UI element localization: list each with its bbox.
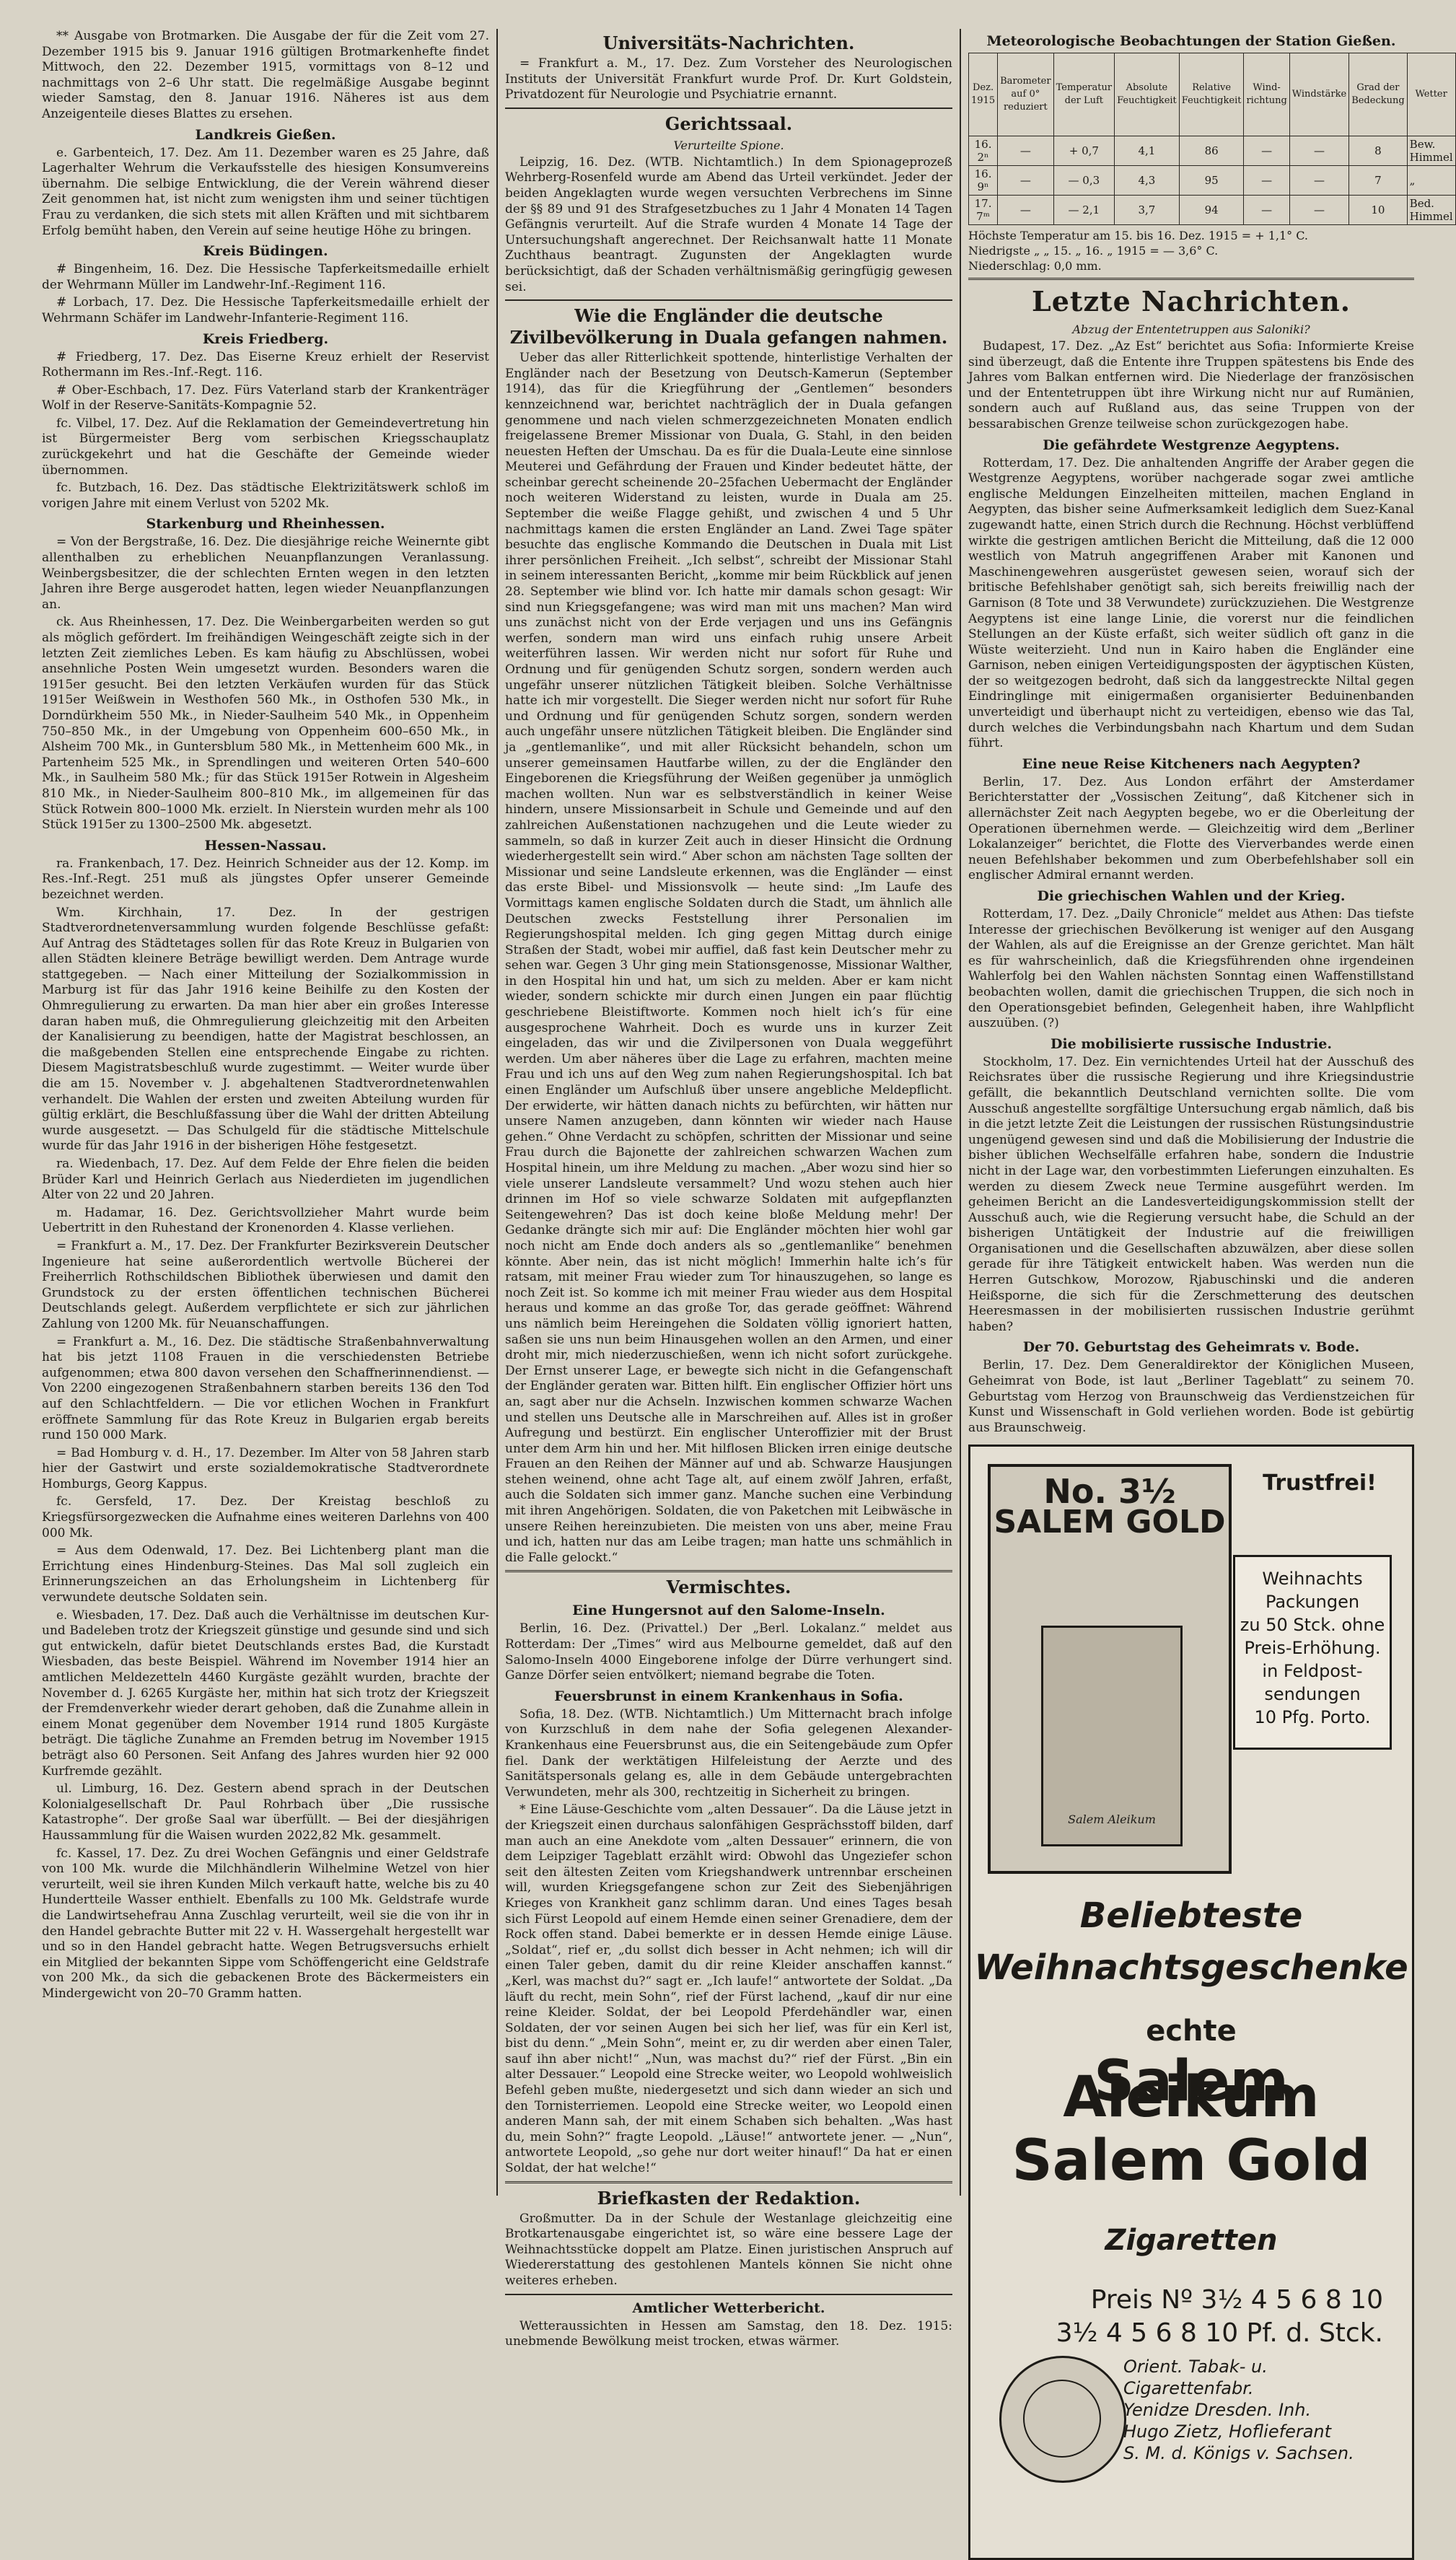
article-paragraph: Ueber das aller Ritterlichkeit spottende, hinterlistige Verhalten der Engländer nach der Besetzung von Deutsch-Kamerun (September 1914), das für die Kriegführung der „Gentlemen“ besonders kennzeichnend war, berichtet nachträglich der in Duala gefangen genommene und nach vielen schmerzgezeichneten Monaten endlich freigelassene Bremer Missionar von Duala, G. Stahl, in den beiden neuesten Heften der Umschau. Da es für die Duala-Leute eine sinnlose Meuterei und Gefährdung der Frauen und Kinder bedeutet hätte, der scheinbar gerecht scheinende 20–25fachen Uebermacht der Engländer noch weiteren Widerstand zu leisten, wurde in Duala am 25. September die weiße Flagge gehißt, und zwischen 4 und 5 Uhr nachmittags kamen die ersten Engländer an Land. Zwei Tage später besuchte das englische Kommando die Deutschen in Duala mit List ihrer persönlichen Freiheit. „Ich selbst“, schreibt der Missionar Stahl in seinem interessanten Bericht, „komme mir beim Rückblick auf jenen 28. September wie blind vor. Ich hatte mir damals schon gesagt: Wir sind nun Kriegsgefangene; was wird man mit uns machen? Man wird uns zunächst nicht von der Erde verjagen und uns ins Gefängnis werfen, sondern man wird uns einfach ruhig unsere Arbeit weiterführen lassen. Wir werden nicht nur sofort für Ruhe und Ordnung und für genügenden Schutz sorgen, sondern werden auch ungefähr unserer nützlichen Tätigkeit bleiben. Solche Verhältnisse hatte ich mir vorgestellt. Die Sieger werden nicht nur sofort für Ruhe und Ordnung und für genügenden Schutz sorgen, sondern werden auch ungefähr unsere nützlichen Tätigkeit bleiben. Die Engländer sind ja „gentlemanlike“, und mit aller Rücksicht behandeln, schon um unserer gemeinsamen Hautfarbe willen, zu der die Engländer den Eingeborenen die Kriegsführung der Weißen gegenüber ja unmöglich machen wollten. Nun war es selbstverständlich in keiner Weise hindern, unsere Missionsarbeit in Schule und Gemeinde und auf den zahlreichen Außenstationen nachzugehen und die Leute wieder zu sammeln, so daß in kurzer Zeit auch in dieser Hinsicht die Ordnung wiederhergestellt sein wird.“ Aber schon am nächsten Tage sollten der Missionar und seine Landsleute erkennen, was die Engländer — einst das erste Bibel- und Missionsvolk — heute sind: „Im Laufe des Vormittags kamen englische Soldaten durch die Stadt, um ähnlich alle Deutschen zwecks Feststellung ihrer Personalien im Regierungshospital melden. Ich ging gegen Mittag durch einige Straßen der Stadt, wobei mir auffiel, daß fast kein Deutscher mehr zu sehen war. Gegen 3 Uhr ging mein Stationsgenosse, Missionar Walther, in den Hospital hin und hat, um sich zu melden. Aber er kam nicht wieder, sondern schickte mir durch einen Jungen ein paar flüchtig geschriebene Bleistiftworte. Kommen noch hielt ich’s für eine ausgesprochene Wahrheit. Doch es wurde uns in kurzer Zeit eingeladen, das wir und die Zivilpersonen von Duala weggeführt werden. Um aber näheres über die Lage zu erfahren, machten meine Frau und ich uns auf den Weg zum nahen Regierungshospital. Ich bat einen Engländer um Aufschluß über unsere angebliche Meldepflicht. Der erwiderte, wir hätten danach nichts zu befürchten, wir hätten nur unsere Namen anzugeben, dann könnten wir wieder nach Hause gehen.“ Ohne Verdacht zu schöpfen, schritten der Missionar und seine Frau durch die Bajonette der zahlreichen schwarzen Wachen zum Hospital hinein, um ihre Meldung zu machen. „Aber wozu sind hier so viele unserer Landsleute versammelt? Und wozu stehen auch hier drinnen im Hof so viele schwarze Soldaten mit aufgepflanzten Seitengewehren? Das ist doch keine bloße Meldung mehr! Der Gedanke drängte sich mir auf: Die Engländer möchten hier wohl gar noch nicht am Ende doch anders als so „gentlemanlike“ benehmen könnte. Aber nein, das ist nicht möglich! Immerhin halte ich’s für ratsam, mit meiner Frau wieder zum Tor hinauszugehen, so lange es noch Zeit ist. So komme ich mit meiner Frau wieder aus dem Hospital heraus und komme an das große Tor, das gerade geöffnet: Während uns nämlich beim Hereingehen die Soldaten völlig ignoriert hatten, saßen sie uns nun beim Hinausgehen wollen an den Armen, und einer droht mir, mich niederzuschießen, wenn ich nicht sofort zurückgehe. Der Ernst unserer Lage, er bewegte sich nicht in die Gefangenschaft der Engländer geraten war. Bitten hilft. Ein englischer Offizier hört uns an, sagt aber nur die Achseln. Inzwischen kommen schwarze Wachen und stellen uns Deutsche alle in Marschreihen auf. Alles ist in großer Aufregung und bestürzt. Ein englischer Unteroffizier mit der Brust unter dem Arm hin und her. Mit hilflosen Blicken irren einige deutsche Frauen an den Reihen der Männer auf und ab. Schwarze Hausjungen stehen weinend, ohne acht Tage alt, auf einem zwölf Jahren, erfaßt, auch die Soldaten sich immer ganz. Manche suchen eine Verbindung mit ihren Angehörigen. Soldaten, die von Paketchen mit Leibwäsche in unsere Reihen hereinzubieten. Die meisten von uns aber, meine Frau und ich, hatten nur das am Leibe tragen; man hatte uns schmählich in die Falle gelockt.“ <box>505 351 952 1565</box>
weather-cell: 16. 9ⁿ <box>969 166 998 196</box>
weather-column-header: Dez. 1915 <box>969 53 998 136</box>
section-heading: Die gefährdete Westgrenze Aegyptens. <box>1043 437 1340 453</box>
weather-column-header: Absolute Feuchtigkeit <box>1115 53 1180 136</box>
trustfrei-label: Trustfrei! <box>1263 1470 1377 1496</box>
weather-column-header: Barometer auf 0° reduziert <box>998 53 1054 136</box>
weather-cell: 17. 7ᵐ <box>969 196 998 225</box>
article-paragraph: Wm. Kirchhain, 17. Dez. In der gestrigen Stadtverordnetenversammlung wurden folgende Beschlüsse gefaßt: Auf Antrag des Städtetages sollen für das Rote Kreuz in Bulgarien von allen Städten kleinere Beträge bewilligt werden. Dem Antrage wurde stattgegeben. — Nach einer Mitteilung der Sozialkommission in Marburg ist für das Jahr 1916 keine Beihilfe zu den Kosten der Ohmregulierung zu erwarten. Da man hier aber ein großes Interesse daran haben muß, die Ohmregulierung gleichzeitig mit den Arbeiten der Kanalisierung zu beendigen, hatte der Magistrat beschlossen, an die maßgebenden Stellen eine entsprechende Eingabe zu richten. Diesem Magistratsbeschluß wurde zugestimmt. — Weiter wurde über die am 15. November v. J. abgehaltenen Stadtverordnetenwahlen verhandelt. Die Wahlen der ersten und zweiten Abteilung wurden für gültig erklärt, die Beschlußfassung über die Wahl der dritten Abteilung wurde ausgesetzt. — Das Schulgeld für die städtische Mittelschule wurde für das Jahr 1916 in der bisherigen Höhe festgesetzt. <box>42 905 489 1154</box>
box-line: Weihnachts <box>1262 1569 1363 1590</box>
section-heading: Kreis Büdingen. <box>203 243 328 260</box>
table-row <box>969 166 1456 196</box>
weather-cell: — <box>998 166 1054 196</box>
table-row <box>969 196 1456 225</box>
article-paragraph: ul. Limburg, 16. Dez. Gestern abend sprach in der Deutschen Kolonialgesellschaft Dr. Paul Rohrbach über „Die russische Katastrophe“. Der große Saal war überfüllt. — Bei der diesjährigen Haussammlung für die Waisen wurden 2022,82 Mk. gesammelt. <box>42 1781 489 1843</box>
cigarette-pack <box>988 1464 1232 1874</box>
article-paragraph: Berlin, 17. Dez. Aus London erfährt der Amsterdamer Berichterstatter der „Vossischen Zeitung“, daß Kitchener sich in allernächster Zeit nach Aegypten begebe, wo er die Oberleitung der Operationen übernehmen werde. — Gleichzeitig wird dem „Berliner Lokalanzeiger“ berichtet, die Flotte des Vierverbandes werde einen neuen Befehlshaber bekommen und zum Oberbefehlshaber soll ein englischer Admiral ernannt werden. <box>968 774 1414 883</box>
ad-headline-2: Weihnachtsgeschenke <box>974 1947 1408 1989</box>
section-heading: Wie die Engländer die deutsche Zivilbevölkerung in Duala gefangen nahmen. <box>509 305 948 349</box>
weather-table <box>968 53 1456 225</box>
column-latest-news <box>968 29 1453 2464</box>
pack-number: No. 3½ <box>1043 1472 1176 1512</box>
weather-cell: 7 <box>1349 166 1407 196</box>
box-line: Packungen <box>1265 1592 1360 1613</box>
ad-zigaretten: Zigaretten <box>1105 2224 1278 2258</box>
weather-cell: — <box>1244 136 1289 166</box>
weather-cell: + 0,7 <box>1053 136 1114 166</box>
weather-notes <box>968 228 1414 273</box>
weather-column-header: Wetter <box>1407 53 1455 136</box>
article-paragraph: fc. Gersfeld, 17. Dez. Der Kreistag beschloß zu Kriegsfürsorgezwecken die Aufnahme eines weiteren Darlehns von 400 000 Mk. <box>42 1494 489 1540</box>
box-line: sendungen <box>1264 1684 1361 1705</box>
latest-news-articles <box>968 284 1414 1436</box>
weather-cell: — <box>1289 136 1348 166</box>
weather-cell: Bew. Himmel <box>1407 136 1455 166</box>
weather-cell: — <box>998 196 1054 225</box>
weather-cell: 16. 2ⁿ <box>969 136 998 166</box>
article-paragraph: ck. Aus Rheinhessen, 17. Dez. Die Weinbergarbeiten werden so gut als möglich gefördert. Im freihändigen Weingeschäft zeigte sich in der letzten Zeit ziemliches Leben. Es kam häufig zu Abschlüssen, wobei ansehnliche Posten Wein umgesetzt wurden. Besonders waren die 1915er gesucht. Bei den letzten Verkäufen wurden für das Stück 1915er Weißwein in Westhofen 560 Mk., in Osthofen 530 Mk., in Dorndürkheim 550 Mk., in Nieder-Saulheim 540 Mk., in Oppenheim 750–850 Mk., in der Umgebung von Oppenheim 600–650 Mk., in Alsheim 700 Mk., in Guntersblum 580 Mk., in Mettenheim 600 Mk., in Partenheim 525 Mk., in Sprendlingen und weiteren Orten 540–600 Mk., in Saulheim 580 Mk.; für das Stück 1915er Rotwein in Algesheim 810 Mk., in Nieder-Saulheim 800–810 Mk., im allgemeinen für das Stück Rotwein 800–1000 Mk. erzielt. In Nierstein wurden mehr als 100 Stück 1915er zu 1300–2500 Mk. abgesetzt. <box>42 615 489 833</box>
weather-note-max: Höchste Temperatur am 15. bis 16. Dez. 1915 = + 1,1° C. <box>968 229 1308 242</box>
section-heading: Landkreis Gießen. <box>195 126 336 143</box>
article-paragraph: = Frankfurt a. M., 17. Dez. Der Frankfurter Bezirksverein Deutscher Ingenieure hat seine außerordentlich wertvolle Bücherei der Freiherrlich Rothschildschen Bibliothek überwiesen und damit den Grundstock zu der ersten öffentlichen technischen Bücherei Deutschlands gelegt. Außerdem verpflichtete er sich zur jährlichen Zahlung von 1200 Mk. für Neuanschaffungen. <box>42 1238 489 1331</box>
weather-cell: — 0,3 <box>1053 166 1114 196</box>
weather-cell: 4,1 <box>1115 136 1180 166</box>
article-paragraph: # Lorbach, 17. Dez. Die Hessische Tapferkeitsmedaille erhielt der Wehrmann Schäfer im Landwehr-Infanterie-Regiment 116. <box>42 295 489 325</box>
article-paragraph: = Bad Homburg v. d. H., 17. Dezember. Im Alter von 58 Jahren starb hier der Gastwirt und erste sozialdemokratische Stadtverordnete Homburgs, Georg Kappus. <box>42 1445 489 1491</box>
article-paragraph: fc. Butzbach, 16. Dez. Das städtische Elektrizitätswerk schloß im vorigen Jahre mit einem Verlust von 5202 Mk. <box>42 481 489 511</box>
article-paragraph: Budapest, 17. Dez. „Az Est“ berichtet aus Sofia: Informierte Kreise sind überzeugt, daß die Entente ihre Truppen spätestens bis Ende des Jahres vom Balkan entfernen wird. Die Niederlage der französischen und der Ententetruppen übt ihre Wirkung nicht nur auf Rumänien, sondern auch auf Rußland aus, das seine Truppen von der bessarabischen Grenze teilweise schon zurückgezogen habe. <box>968 339 1414 431</box>
weather-column-header: Windstärke <box>1289 53 1348 136</box>
weather-cell: 8 <box>1349 136 1407 166</box>
weather-cell: — <box>1289 166 1348 196</box>
box-line: 10 Pfg. Porto. <box>1254 1707 1371 1728</box>
section-heading: Amtlicher Wetterbericht. <box>632 2300 825 2316</box>
weather-cell: 94 <box>1179 196 1244 225</box>
ad-headline-1: Beliebteste <box>1079 1895 1303 1937</box>
price-line: Preis Nº 3½ 4 5 6 8 10 <box>1090 2285 1383 2315</box>
article-paragraph: ra. Wiedenbach, 17. Dez. Auf dem Felde der Ehre fielen die beiden Brüder Karl und Heinrich Gerlach aus Niederdieten im jugendlichen Alter von 22 und 20 Jahren. <box>42 1157 489 1203</box>
section-heading: Kreis Friedberg. <box>202 330 329 347</box>
section-heading: Die griechischen Wahlen und der Krieg. <box>1037 888 1346 904</box>
weather-column-header: Relative Feuchtigkeit <box>1179 53 1244 136</box>
weather-table-body <box>969 136 1456 225</box>
christmas-pack-box <box>1233 1555 1392 1750</box>
article-paragraph: Berlin, 17. Dez. Dem Generaldirektor der Königlichen Museen, Geheimrat von Bode, ist laut „Berliner Tageblatt“ zu seinem 70. Geburtstag vom Herzog von Braunschweig das Verdienstzeichen für Kunst und Wissenschaft in Gold verliehen worden. Bode ist gebürtig aus Braunschweig. <box>968 1358 1414 1435</box>
article-paragraph: Sofia, 18. Dez. (WTB. Nichtamtlich.) Um Mitternacht brach infolge von Kurzschluß in dem nahe der Sofia gelegenen Alexander-Krankenhaus eine Feuersbrunst aus, die ein Seitengebäude zum Opfer fiel. Dank der werktätigen Hilfeleistung der Aerzte und des Sanitätspersonals gelang es, alle in dem Gebäude untergebrachten Verwundeten, mehr als 300, rechtzeitig in Sicherheit zu bringen. <box>505 1706 952 1800</box>
table-row <box>969 136 1456 166</box>
section-heading: Abzug der Ententetruppen aus Saloniki? <box>1072 323 1310 336</box>
weather-cell: 86 <box>1179 136 1244 166</box>
section-heading: Feuersbrunst in einem Krankenhaus in Sofia. <box>554 1688 903 1704</box>
weather-cell: Bed. Himmel <box>1407 196 1455 225</box>
divider <box>505 2181 952 2183</box>
article-paragraph: = Von der Bergstraße, 16. Dez. Die diesjährige reiche Weinernte gibt allenthalben zu erheblichen Neuanpflanzungen Veranlassung. Weinbergsbesitzer, die der schlechten Ernten wegen in den letzten Jahren ihre Berge ausgerodet hatten, legen wieder Neuanpflanzungen an. <box>42 535 489 612</box>
article-paragraph: Leipzig, 16. Dez. (WTB. Nichtamtlich.) In dem Spionageprozeß Wehrberg-Rosenfeld wurde am Abend das Urteil verkündet. Jeder der beiden Angeklagten wurde wegen versuchten Verbrechens im Sinne der §§ 89 und 91 des Strafgesetzbuches zu 1 Jahr 4 Monaten 14 Tagen Gefängnis verurteilt. Auf die Strafe wurden 4 Monate 14 Tage der Untersuchungshaft angerechnet. Der Reichsanwalt hatte 11 Monate Zuchthaus beantragt. Zugunsten der Angeklagten wurde berücksichtigt, daß der Schaden verhältnismäßig geringfügig gewesen sei. <box>505 154 952 294</box>
pack-brand: SALEM GOLD <box>994 1504 1226 1540</box>
weather-cell: 95 <box>1179 166 1244 196</box>
section-heading: Briefkasten der Redaktion. <box>597 2187 861 2209</box>
pack-logo-image <box>1041 1626 1183 1846</box>
section-heading: Die mobilisierte russische Industrie. <box>1050 1035 1333 1052</box>
column-rule <box>496 29 498 2196</box>
weather-cell: 3,7 <box>1115 196 1180 225</box>
article-paragraph: Berlin, 16. Dez. (Privattel.) Der „Berl. Lokalanz.“ meldet aus Rotterdam: Der „Times“ wird aus Melbourne gemeldet, daß auf den Salomo-Inseln 4000 Eingeborene infolge der Dürre verhungert sind. Ganze Dörfer seien entvölkert; niemand begrabe die Toten. <box>505 1621 952 1683</box>
section-heading: Verurteilte Spione. <box>673 138 784 152</box>
weather-cell: — 2,1 <box>1053 196 1114 225</box>
section-heading: Vermischtes. <box>666 1577 791 1598</box>
maker-line: S. M. d. Königs v. Sachsen. <box>1123 2443 1354 2464</box>
weather-note-precip: Niederschlag: 0,0 mm. <box>968 259 1102 273</box>
ad-manufacturer <box>1123 2356 1383 2464</box>
article-paragraph: ** Ausgabe von Brotmarken. Die Ausgabe der für die Zeit vom 27. Dezember 1915 bis 9. Januar 1916 gültigen Brotmarkenhefte findet Mittwoch, den 22. Dezember 1915, vormittags von 8–12 und nachmittags von 2–6 Uhr statt. Die regelmäßige Ausgabe beginnt wieder Samstag, den 8. Januar 1916. Näheres ist aus dem Anzeigenteile dieses Blattes zu ersehen. <box>42 29 489 121</box>
column-reports <box>505 29 952 2349</box>
weather-cell: 10 <box>1349 196 1407 225</box>
divider <box>505 108 952 109</box>
royal-seal-emblem <box>999 2356 1126 2483</box>
column-rule <box>960 29 961 2196</box>
weather-cell: — <box>1289 196 1348 225</box>
article-paragraph: # Bingenheim, 16. Dez. Die Hessische Tapferkeitsmedaille erhielt der Wehrmann Müller im Landwehr-Inf.-Regiment 116. <box>42 262 489 292</box>
article-paragraph: ra. Frankenbach, 17. Dez. Heinrich Schneider aus der 12. Komp. im Res.-Inf.-Regt. 251 muß als jüngstes Opfer unserer Gemeinde bezeichnet werden. <box>42 856 489 902</box>
maker-line: Hugo Zietz, Hoflieferant <box>1123 2421 1332 2442</box>
section-heading: Starkenburg und Rheinhessen. <box>146 516 385 532</box>
box-line: Preis-Erhöhung. <box>1244 1638 1381 1659</box>
article-paragraph: Stockholm, 17. Dez. Ein vernichtendes Urteil hat der Ausschuß des Reichsrates über die russische Regierung und ihre Kriegsindustrie gefällt, die bekanntlich Deutschland vernichten sollte. Die vom Ausschuß angestellte sorgfältige Untersuchung ergab nämlich, daß bis in die jetzt letzte Zeit die Leistungen der russischen Rüstungsindustrie ungenügend gewesen sind und daß die Mobilisierung der Industrie die bisher üblichen Wechselfälle erfahren habe, sondern die Industrie nicht in der Lage war, den vorbestimmten Lieferungen einzuhalten. Es werden zu diesem Zweck neue Termine ausgeführt werden. Im geheimen Bericht an die Landesverteidigungskommission stellt der Ausschuß auch, wie die Regierung versucht habe, die Schuld an der bisherigen Untätigkeit der Industrie auf die freiwilligen Organisationen und die Gesellschaften abzuwälzen, aber diese sollen gerade für ihre Tätigkeit entwickelt haben. Was werden nun die Herren Gutschkow, Morozow, Rjabuschinski und die anderen Heißsporne, die sich für die Zerschmetterung des deutschen Heeresmassen in der mobilisierten russischen Industrie gerühmt haben? <box>968 1054 1414 1334</box>
article-paragraph: = Aus dem Odenwald, 17. Dez. Bei Lichtenberg plant man die Errichtung eines Hindenburg-Steines. Das Mal soll zugleich ein Erinnerungszeichen an das Erholungsheim in Lichtenberg für verwundete deutsche Soldaten sein. <box>42 1543 489 1605</box>
article-paragraph: # Friedberg, 17. Dez. Das Eiserne Kreuz erhielt der Reservist Rothermann im Res.-Inf.-Regt. 116. <box>42 349 489 380</box>
column-regional-news <box>42 29 489 2196</box>
article-paragraph: Großmutter. Da in der Schule der Westanlage gleichzeitig eine Brotkartenausgabe eingerichtet ist, so wäre eine bessere Lage der Weihnachtsstücke doppelt am Platze. Einen juristischen Anspruch auf Wiedererstattung des gestohlenen Mantels können Sie nicht ohne weiteres erheben. <box>505 2211 952 2288</box>
section-heading: Hessen-Nassau. <box>204 837 327 854</box>
salem-advertisement <box>968 1445 1414 2560</box>
article-paragraph: * Eine Läuse-Geschichte vom „alten Dessauer“. Da die Läuse jetzt in der Kriegszeit einen durchaus salonfähigen Gesprächsstoff bilden, darf man auch an eine Anekdote vom „alten Dessauer“ erinnern, die von dem Leipziger Tageblatt erzählt wird: Obwohl das Ungeziefer schon seit den ältesten Zeiten vom Kriegshandwerk untrennbar erscheinen will, wurden Kriegsgefangene schon zur Zeit des Siebenjährigen Krieges von Krankheit ganz schlimm daran. Und eines Tages besah sich Fürst Leopold auf einem Hemde einen seiner Grenadiere, dem der Rock offen stand. Dabei bemerkte er in dessen Hemde einige Läuse. „Soldat“, rief er, „du sollst dich besser in Acht nehmen; ich will dir einen Taler geben, damit du dir reine Kleider anschaffen kannst.“ „Kerl, was machst du?“ sagt er. „Ich laufe!“ antwortete der Soldat. „Da läuft du recht, mein Sohn“, rief der Fürst lachend, „kauf dir nur eine reine Kleider. Soldat, der bei Leopold Pferdehändler war, einen Soldaten, der vor seinen Augen bei sich her lief, was für ein Kerl ist, bist du denn.“ „Mein Sohn“, meint er, zu dir werden aber einen Taler, sauf ihn aber nicht!“ „Nun, was machst du?“ rief der Fürst. „Bin ein alter Dessauer.“ Leopold eine Strecke weiter, wo Leopold wohlweislich Befehl geben mußte, niedergesetzt und sich dann wieder an sich und den Tornisterriemen. Leopold eine Strecke weiter, wo Leopold einen anderen Mann sah, der mit einem Schaben sich behalten. „Was hast du, mein Sohn?“ fragte Leopold. „Läuse!“ antwortete jener. — „Nun“, antwortete Leopold, „so gehe nur dort weiter hinauf!“ Da hat er einen Soldat, der hat welche!“ <box>505 1802 952 2176</box>
weather-note-min: Niedrigste „ „ 15. „ 16. „ 1915 = — 3,6° C. <box>968 244 1219 258</box>
price-line: 3½ 4 5 6 8 10 Pf. d. Stck. <box>1056 2318 1383 2349</box>
weather-cell: — <box>998 136 1054 166</box>
maker-line: Orient. Tabak- u. Cigarettenfabr. <box>1123 2357 1268 2399</box>
article-paragraph: = Frankfurt a. M., 17. Dez. Zum Vorsteher des Neurologischen Instituts der Universität Frankfurt wurde Prof. Dr. Kurt Goldstein, Privatdozent für Neurologie und Psychiatrie ernannt. <box>505 56 952 102</box>
divider <box>505 2294 952 2295</box>
section-heading: Letzte Nachrichten. <box>1032 285 1351 317</box>
divider <box>505 1570 952 1572</box>
weather-column-header: Temperatur der Luft <box>1053 53 1114 136</box>
article-paragraph: fc. Vilbel, 17. Dez. Auf die Reklamation der Gemeindevertretung hin ist Bürgermeister Berg vom serbischen Kriegsschauplatz zurückgekehrt und hat die Geschäfte der Gemeinde wieder übernommen. <box>42 416 489 478</box>
weather-table-header <box>969 53 1456 136</box>
section-heading: Universitäts-Nachrichten. <box>602 32 855 53</box>
weather-title: Meteorologische Beobachtungen der Station Gießen. <box>986 33 1396 49</box>
article-paragraph: # Ober-Eschbach, 17. Dez. Fürs Vaterland starb der Krankenträger Wolf in der Reserve-Sanitäts-Kompagnie 52. <box>42 382 489 413</box>
section-heading: Der 70. Geburtstag des Geheimrats v. Bode. <box>1022 1339 1360 1356</box>
article-paragraph: fc. Kassel, 17. Dez. Zu drei Wochen Gefängnis und einer Geldstrafe von 100 Mk. wurde die Milchhändlerin Wilhelmine Wetzel von hier verurteilt, weil sie ihren Kunden Milch verkauft hatte, welche bis zu 40 Hundertteile Wasser enthielt. Ebenfalls zu 100 Mk. Geldstrafe wurde die Landwirtsehefrau Anna Zuschlag verurteilt, weil sie die von ihr in den Handel gebrachte Butter mit 22 v. H. Wassergehalt hergestellt war und so in den Handel gebracht hatte. Wegen Betrugsversuchs erhielt ein Mitglied der bekannten Sippe vom Schöffengericht eine Geldstrafe von 200 Mk., da sich die gebackenen Brote des Bäckermeisters ein Mindergewicht von 20–70 Gramm hatten. <box>42 1846 489 2001</box>
ad-brand-aleikum: Salem Aleikum <box>1063 2049 1320 2130</box>
pack-logo-label: Salem Aleikum <box>1068 1812 1156 1826</box>
box-line: in Feldpost- <box>1262 1661 1363 1682</box>
ad-prices <box>999 2284 1383 2350</box>
section-heading: Eine Hungersnot auf den Salome-Inseln. <box>572 1603 885 1619</box>
article-paragraph: Rotterdam, 17. Dez. Die anhaltenden Angriffe der Araber gegen die Westgrenze Aegyptens, worüber nachgerade sogar zwei amtliche englische Meldungen Einzelheiten mitteilen, machen England in Aegypten, das bisher seine Aufmerksamkeit lediglich dem Suez-Kanal zugewandt hatte, einen Strich durch die Rechnung. Höchst verblüffend wirkte die gestrigen amtlichen Bericht die Mitteilung, daß die 12 000 westlich von Matruh angegriffenen Araber mit Kanonen und Maschinengewehren ausgerüstet gewesen seien, worauf sich der britische Befehlshaber genötigt sah, sich bereits freiwillig nach der Garnison (8 Tote und 38 Verwundete) zurückzuziehen. Die Westgrenze Aegyptens ist eine lange Linie, die vorerst nur die feindlichen Stellungen an der Küste erfaßt, sich weiter südlich oft ganz in die Wüste weiterzieht. Und nun in Kairo haben die Engländer eine Garnison, neben einigen Verteidigungsposten der ägyptischen Küsten, der so weitgezogen bedroht, daß sich da langgestreckte Niltal gegen Eindringlinge mit einigermaßen organisierter Beduinenbanden unverteidigt und überhaupt nicht zu verteidigen, ebenso wie das Tal, durch welches die Verbindungsbahn nach Khartum und dem Sudan führt. <box>968 455 1414 751</box>
weather-cell: — <box>1244 196 1289 225</box>
article-paragraph: = Frankfurt a. M., 16. Dez. Die städtische Straßenbahnverwaltung hat bis jetzt 1108 Frauen in die verschiedensten Betriebe aufgenommen; etwa 800 davon versehen den Schaffnerinnendienst. — Von 2200 eingezogenen Straßenbahnern starben bereits 136 den Tod auf den Schlachtfeldern. — Die vor etlichen Wochen in Frankfurt eröffnete Sammlung für das Rote Kreuz in Bulgarien ergab bereits rund 150 000 Mark. <box>42 1334 489 1443</box>
divider <box>968 278 1414 280</box>
divider <box>505 299 952 301</box>
article-paragraph: e. Wiesbaden, 17. Dez. Daß auch die Verhältnisse im deutschen Kur- und Badeleben trotz der Kriegszeit günstige und gesunde sind und sich gut entwickeln, dafür bietet Deutschlands erstes Bad, die Kurstadt Wiesbaden, das beste Beispiel. Während im November 1914 hier an amtlichen Meldezetteln 4460 Kurgäste gezählt wurden, brachte der November d. J. 6265 Kurgäste her, mithin hat sich trotz der Kriegszeit der Fremdenverkehr wieder derart gehoben, daß die Zunahme allein in einem Monat gegenüber dem November 1914 rund 1805 Kurgäste beträgt. Die tägliche Zunahme an Fremden betrug im November 1915 beträgt also 60 Personen. Seit Anfang des Jahres wurden hier 92 000 Kurfremde gezählt. <box>42 1608 489 1779</box>
seal-inner-ring <box>1023 2380 1101 2458</box>
weather-column-header: Grad der Bedeckung <box>1349 53 1407 136</box>
section-heading: Gerichtssaal. <box>665 113 793 134</box>
ad-brand-gold: Salem Gold <box>1012 2129 1371 2194</box>
box-line: zu 50 Stck. ohne <box>1240 1615 1385 1636</box>
section-heading: Eine neue Reise Kitcheners nach Aegypten? <box>1022 755 1361 772</box>
article-paragraph: Rotterdam, 17. Dez. „Daily Chronicle“ meldet aus Athen: Das tiefste Interesse der griechischen Bevölkerung ist weniger auf den Ausgang der Wahlen, als auf die Ereignisse an der Grenze gerichtet. Man hält es für wahrscheinlich, daß die Kriegsführenden ohne irgendeinen Wahlerfolg bei den Wahlen nächsten Sonntag einen Waffenstillstand beobachten wollen, damit die griechischen Truppen, die sich noch in den Operationsgebiet befinden, Gelegenheit haben, ihre Wahlpflicht auszuüben. (?) <box>968 907 1414 1031</box>
weather-cell: — <box>1244 166 1289 196</box>
article-paragraph: m. Hadamar, 16. Dez. Gerichtsvollzieher Mahrt wurde beim Uebertritt in den Ruhestand der Kronenorden 4. Klasse verliehen. <box>42 1205 489 1236</box>
weather-column-header: Wind-richtung <box>1244 53 1289 136</box>
ad-echte: echte <box>1146 2015 1237 2048</box>
weather-cell: „ <box>1407 166 1455 196</box>
article-paragraph: e. Garbenteich, 17. Dez. Am 11. Dezember waren es 25 Jahre, daß Lagerhalter Wehrum die Verkaufsstelle des hiesigen Konsumvereins übernahm. Die selbige Entwicklung, die der Verein während dieser Zeit genommen hat, ist nicht zum wenigsten ihm und seiner tüchtigen Frau zu verdanken, die sich stets mit allen Kräften und mit sichtbarem Erfolg bemüht haben, den Verein auf seine heutige Höhe zu bringen. <box>42 145 489 238</box>
article-paragraph: Wetteraussichten in Hessen am Samstag, den 18. Dez. 1915: unebmende Bewölkung meist trocken, etwas wärmer. <box>505 2318 952 2349</box>
maker-line: Yenidze Dresden. Inh. <box>1123 2400 1312 2421</box>
weather-cell: 4,3 <box>1115 166 1180 196</box>
